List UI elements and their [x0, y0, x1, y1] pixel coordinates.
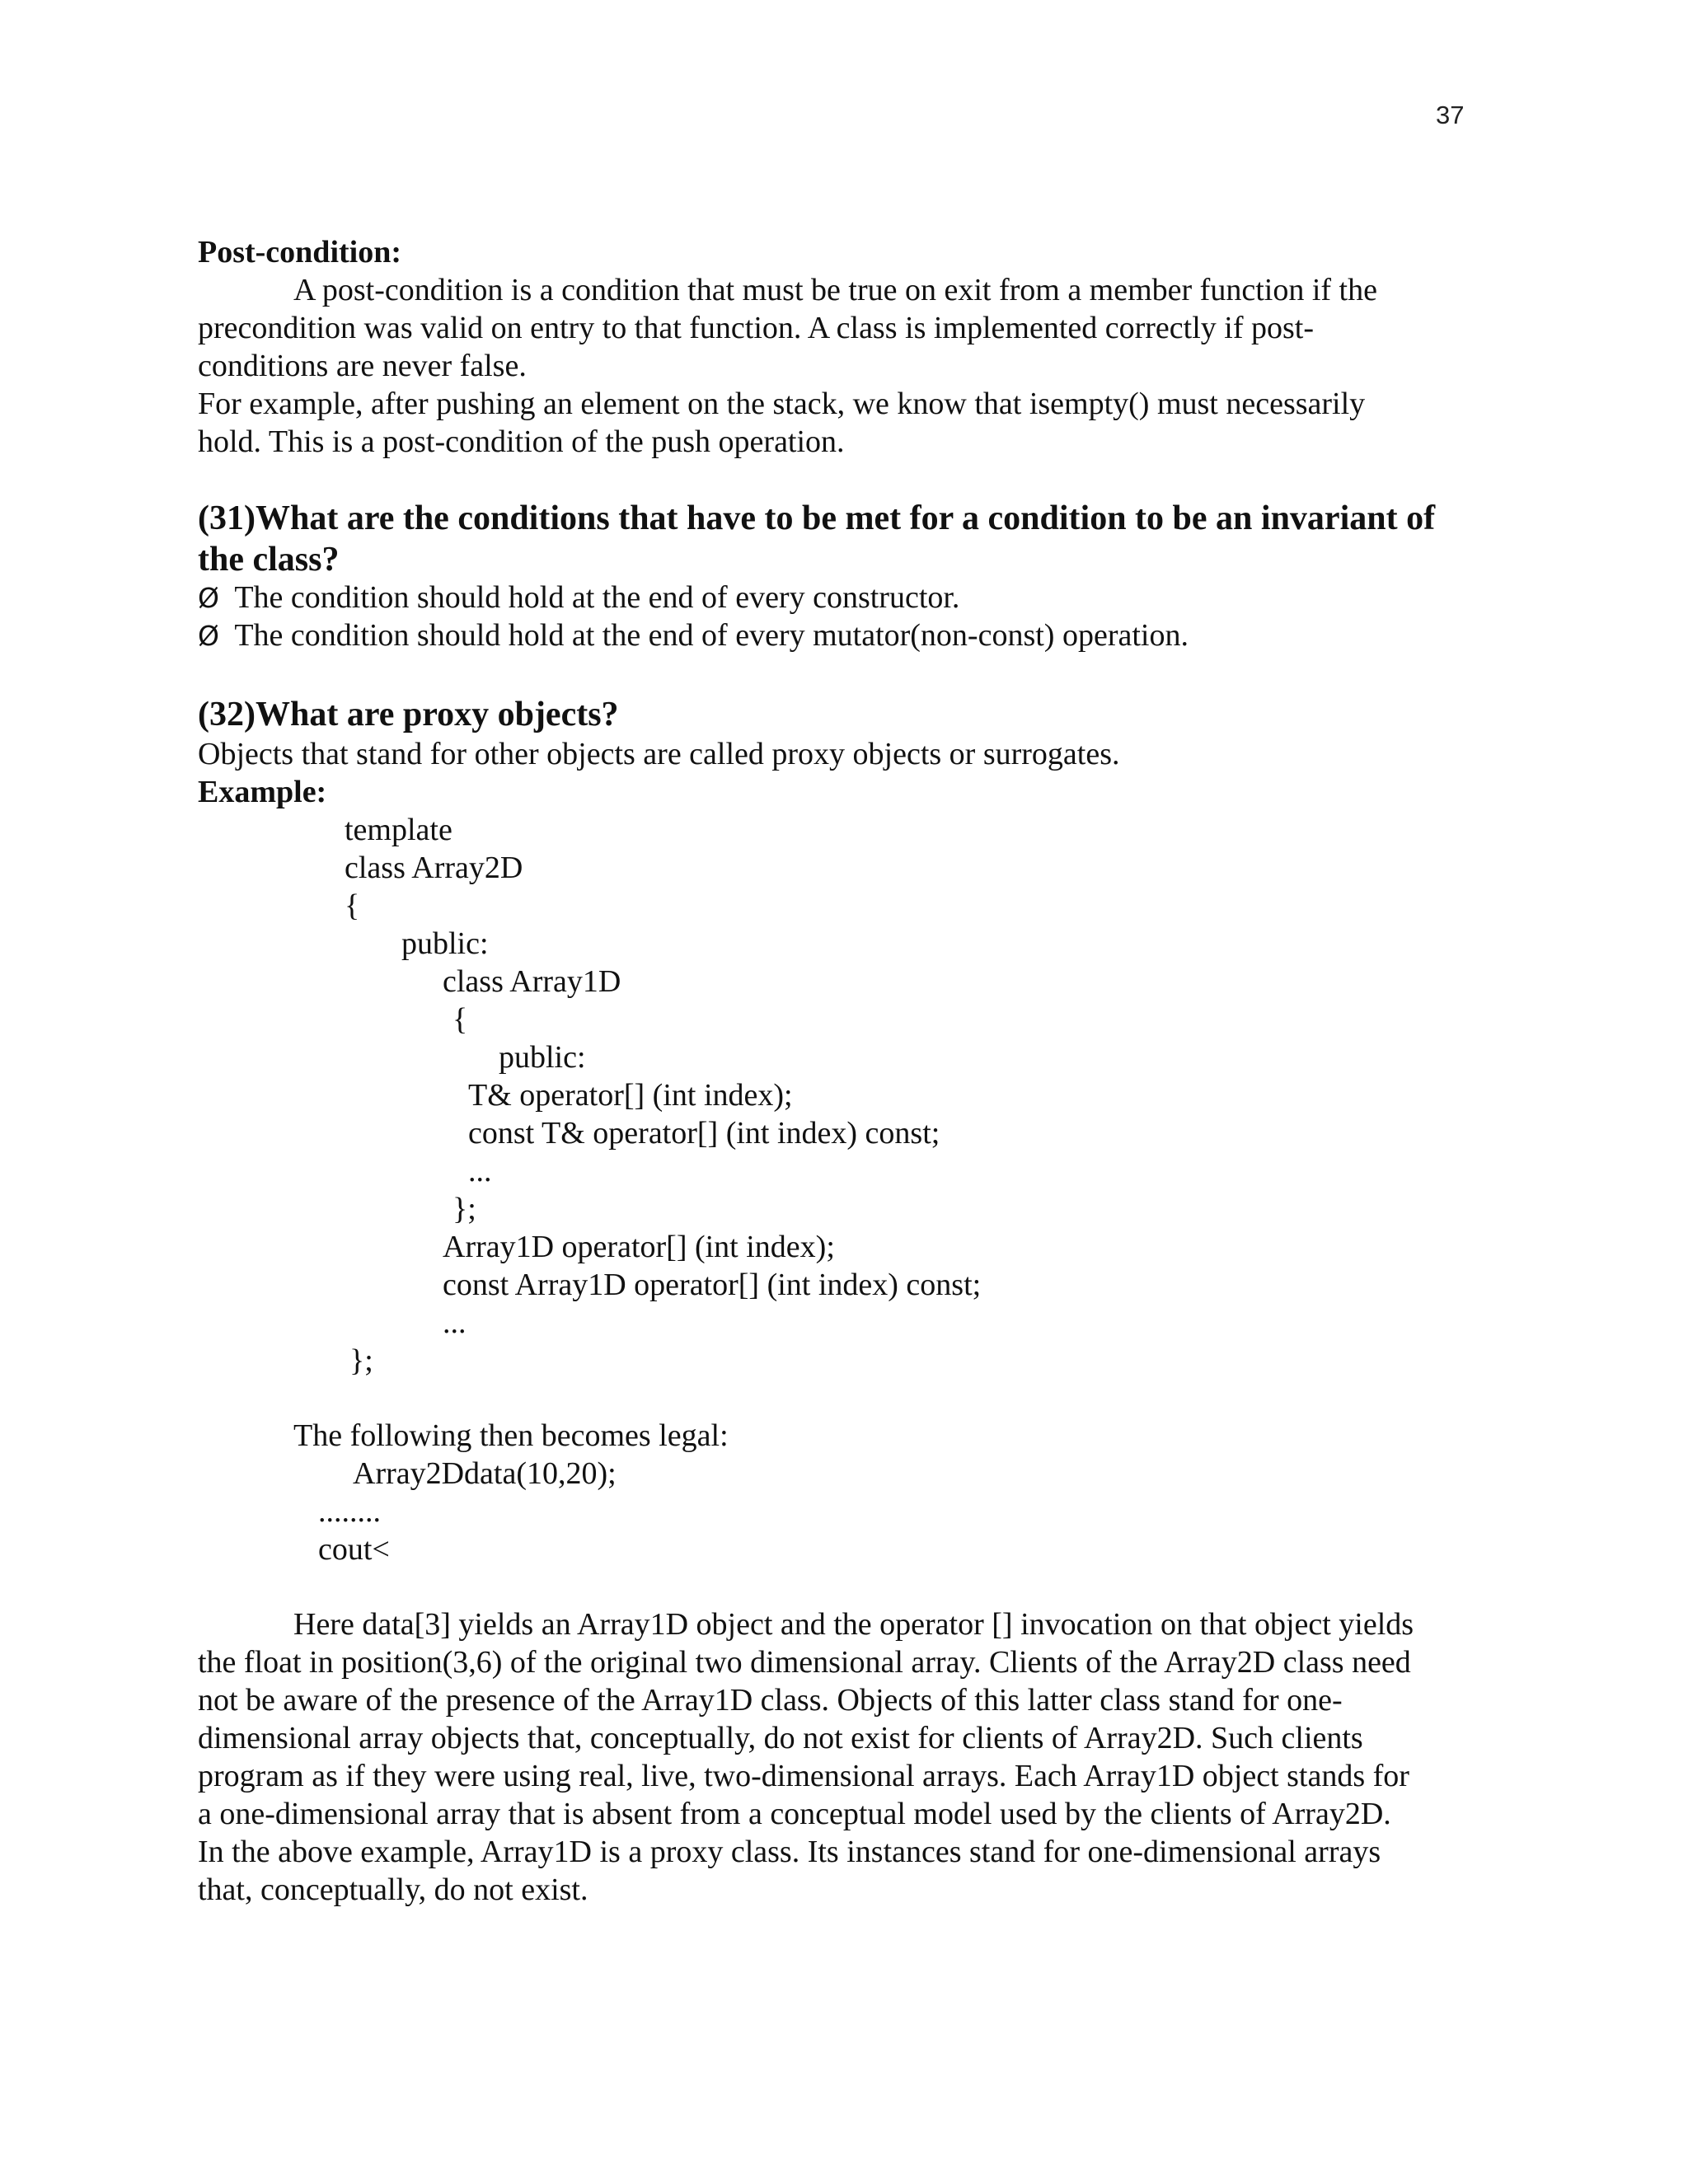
postcondition-line: conditions are never false.: [198, 349, 527, 383]
code-line: class Array2D: [345, 851, 523, 885]
bullet-text: The condition should hold at the end of every constructor.: [234, 580, 960, 615]
code-line: Array1D operator[] (int index);: [443, 1230, 835, 1264]
question-31-title: (31)What are the conditions that have to be met for a condition to be an invariant of: [198, 499, 1436, 537]
question-32-intro: Objects that stand for other objects are called proxy objects or surrogates.: [198, 737, 1120, 771]
explanation-line: the float in position(3,6) of the original two dimensional array. Clients of the Array2D class need: [198, 1645, 1411, 1680]
code-line: public:: [499, 1040, 586, 1075]
postcondition-heading: Post-condition:: [198, 235, 401, 269]
bullet-icon: Ø: [198, 582, 219, 614]
code-line: const T& operator[] (int index) const;: [468, 1116, 940, 1151]
explanation-line: a one-dimensional array that is absent from a conceptual model used by the clients of Array2D.: [198, 1797, 1391, 1831]
code-line: };: [349, 1343, 373, 1378]
postcondition-line: For example, after pushing an element on the stack, we know that isempty() must necessarily: [198, 387, 1366, 421]
code-line: T& operator[] (int index);: [468, 1078, 793, 1113]
code-line: class Array1D: [443, 964, 621, 999]
legal-code-line: cout<: [318, 1532, 390, 1567]
legal-code-line: Array2Ddata(10,20);: [353, 1456, 617, 1491]
code-line: };: [452, 1192, 476, 1226]
legal-intro: The following then becomes legal:: [293, 1418, 729, 1453]
code-line: ...: [468, 1154, 492, 1188]
question-32-title: (32)What are proxy objects?: [198, 696, 619, 733]
bullet-text: The condition should hold at the end of every mutator(non-const) operation.: [234, 618, 1189, 653]
explanation-line: dimensional array objects that, conceptually, do not exist for clients of Array2D. Such clients: [198, 1721, 1363, 1755]
example-label: Example:: [198, 775, 327, 809]
postcondition-line: hold. This is a post-condition of the push operation.: [198, 424, 845, 459]
explanation-line: In the above example, Array1D is a proxy class. Its instances stand for one-dimensional arrays: [198, 1835, 1381, 1869]
code-line: public:: [401, 926, 489, 961]
legal-code-line: ........: [318, 1494, 381, 1529]
postcondition-line: A post-condition is a condition that must be true on exit from a member function if the: [293, 273, 1377, 307]
bullet-item: [198, 616, 1189, 655]
code-line: {: [345, 888, 360, 923]
postcondition-line: precondition was valid on entry to that function. A class is implemented correctly if post-: [198, 311, 1314, 345]
explanation-line: Here data[3] yields an Array1D object and the operator [] invocation on that object yields: [293, 1607, 1414, 1642]
code-line: const Array1D operator[] (int index) const;: [443, 1268, 982, 1302]
explanation-line: not be aware of the presence of the Array1D class. Objects of this latter class stand for one-: [198, 1683, 1343, 1718]
explanation-line: program as if they were using real, live, two-dimensional arrays. Each Array1D object stands for: [198, 1759, 1409, 1793]
bullet-item: [198, 579, 959, 617]
code-line: template: [345, 813, 452, 847]
explanation-line: that, conceptually, do not exist.: [198, 1872, 588, 1907]
code-line: ...: [443, 1305, 467, 1340]
page-number: 37: [1436, 101, 1465, 129]
bullet-icon: Ø: [198, 620, 219, 652]
code-line: {: [452, 1002, 468, 1037]
question-31-title-cont: the class?: [198, 541, 340, 579]
